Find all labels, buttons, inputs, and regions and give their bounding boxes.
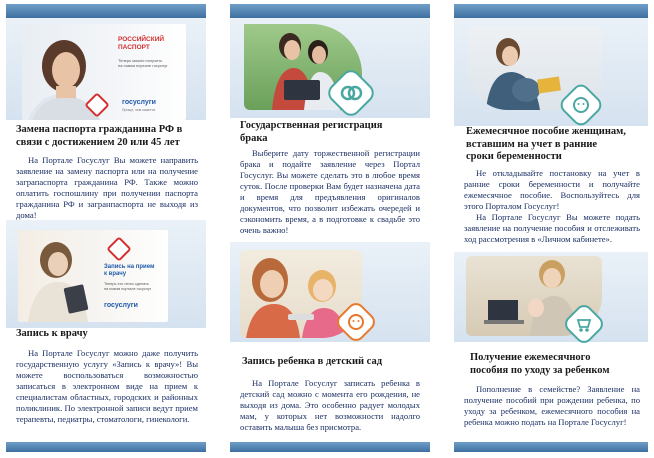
doctor-promo-title-2: к врачу xyxy=(104,271,127,277)
panel-benefits xyxy=(454,0,648,458)
top-band xyxy=(454,4,648,18)
doctor-promo-image xyxy=(18,230,168,322)
pregnancy-heading: Ежемесячное пособие женщинам, вставшим на учет в ранние сроки беременности xyxy=(466,126,626,162)
childcare-text: Пополнение в семействе? Заявление на получение пособий при рождении ребенка, по уходу за ребенком, ежемесячного пособия на ребенка можно подать на Портале Госуслуг! xyxy=(464,384,640,427)
passport-heading: Замена паспорта гражданина РФ в связи с достижением 20 или 45 лет xyxy=(16,124,183,148)
panel-passport-doctor xyxy=(6,0,206,458)
top-band xyxy=(6,4,206,18)
bottom-band xyxy=(454,442,648,452)
child-face-icon xyxy=(336,302,376,342)
doctor-heading: Запись к врачу xyxy=(16,328,88,339)
childcare-heading: Получение ежемесячного пособия по уходу за ребенком xyxy=(470,352,610,376)
passport-promo-image xyxy=(22,24,186,120)
pregnancy-text-2: На Портале Госуслуг Вы можете подать заявление на получение пособия и отслеживать ход рассмотрения в «Личном кабинете». xyxy=(464,212,640,244)
brand-tagline: Проще, чем кажется xyxy=(122,108,156,112)
bottom-band xyxy=(6,442,206,452)
doctor-text: На Портале Госуслуг можно даже получить государственную услугу «Запись к врачу»! Вы можете воспользоваться возможностью записаться в электронном виде на прием к специалистам областных, городских и районных поликлиник. По электронной записи ведут прием терапевты, педиатры, стоматологи, гинекологи. xyxy=(16,348,198,424)
rings-icon xyxy=(327,69,375,117)
passport-promo-subtitle-1: Теперь можно получить xyxy=(118,58,163,63)
doctor-promo-title-1: Запись на прием xyxy=(104,264,155,270)
stroller-icon xyxy=(564,304,604,344)
bottom-band xyxy=(230,442,430,452)
passport-promo-title-2: ПАСПОРТ xyxy=(118,44,150,51)
doctor-promo-subtitle-2: на новом портале госуслуг xyxy=(104,286,152,291)
passport-promo-title-1: РОССИЙСКИЙ xyxy=(118,36,165,43)
marriage-heading: Государственная регистрация брака xyxy=(240,120,383,144)
doctor-brand-name: госуслуги xyxy=(104,302,138,309)
top-band xyxy=(230,4,430,18)
marriage-text: Выберите дату торжественной регистрации брака и подайте заявление через Портал Госуслуг. Вы можете сделать это в любое время суток. После проверки Вам будет назначена дата и время для предъявления оригиналов документов, что позволит избежать очередей и сэкономить время, а в подготовке к свадьбе это очень важно! xyxy=(240,148,420,235)
brand-name: госуслуги xyxy=(122,99,156,106)
baby-icon xyxy=(560,84,602,126)
passport-text: На Портале Госуслуг Вы можете направить заявление на замену паспорта или на получение заграпаспорта гражданина РФ. Также можно оплатить госпошлину при получении паспорта гражданина РФ и загранпаспорта не выходя из дома! xyxy=(16,155,198,220)
panel-marriage-kindergarten xyxy=(230,0,430,458)
kindergarten-text: На Портале Госуслуг записать ребенка в детский сад можно с момента его рождения, не выходя из дома. Это особенно радует молодых мам, у которых нет возможности надолго оставить малыша без присмотра. xyxy=(240,378,420,432)
passport-promo-subtitle-2: на новом портале госуслуг xyxy=(118,63,168,68)
kindergarten-heading: Запись ребенка в детский сад xyxy=(242,356,383,367)
doctor-promo-subtitle-1: Теперь это легко сделать xyxy=(104,282,149,286)
pregnancy-text-1: Не откладывайте постановку на учет в ранние сроки беременности и получайте ежемесячное пособие. Воспользуйтесь для этого Порталом Госуслуг! xyxy=(464,168,640,211)
brand-gosuslugi-logo xyxy=(122,99,156,107)
